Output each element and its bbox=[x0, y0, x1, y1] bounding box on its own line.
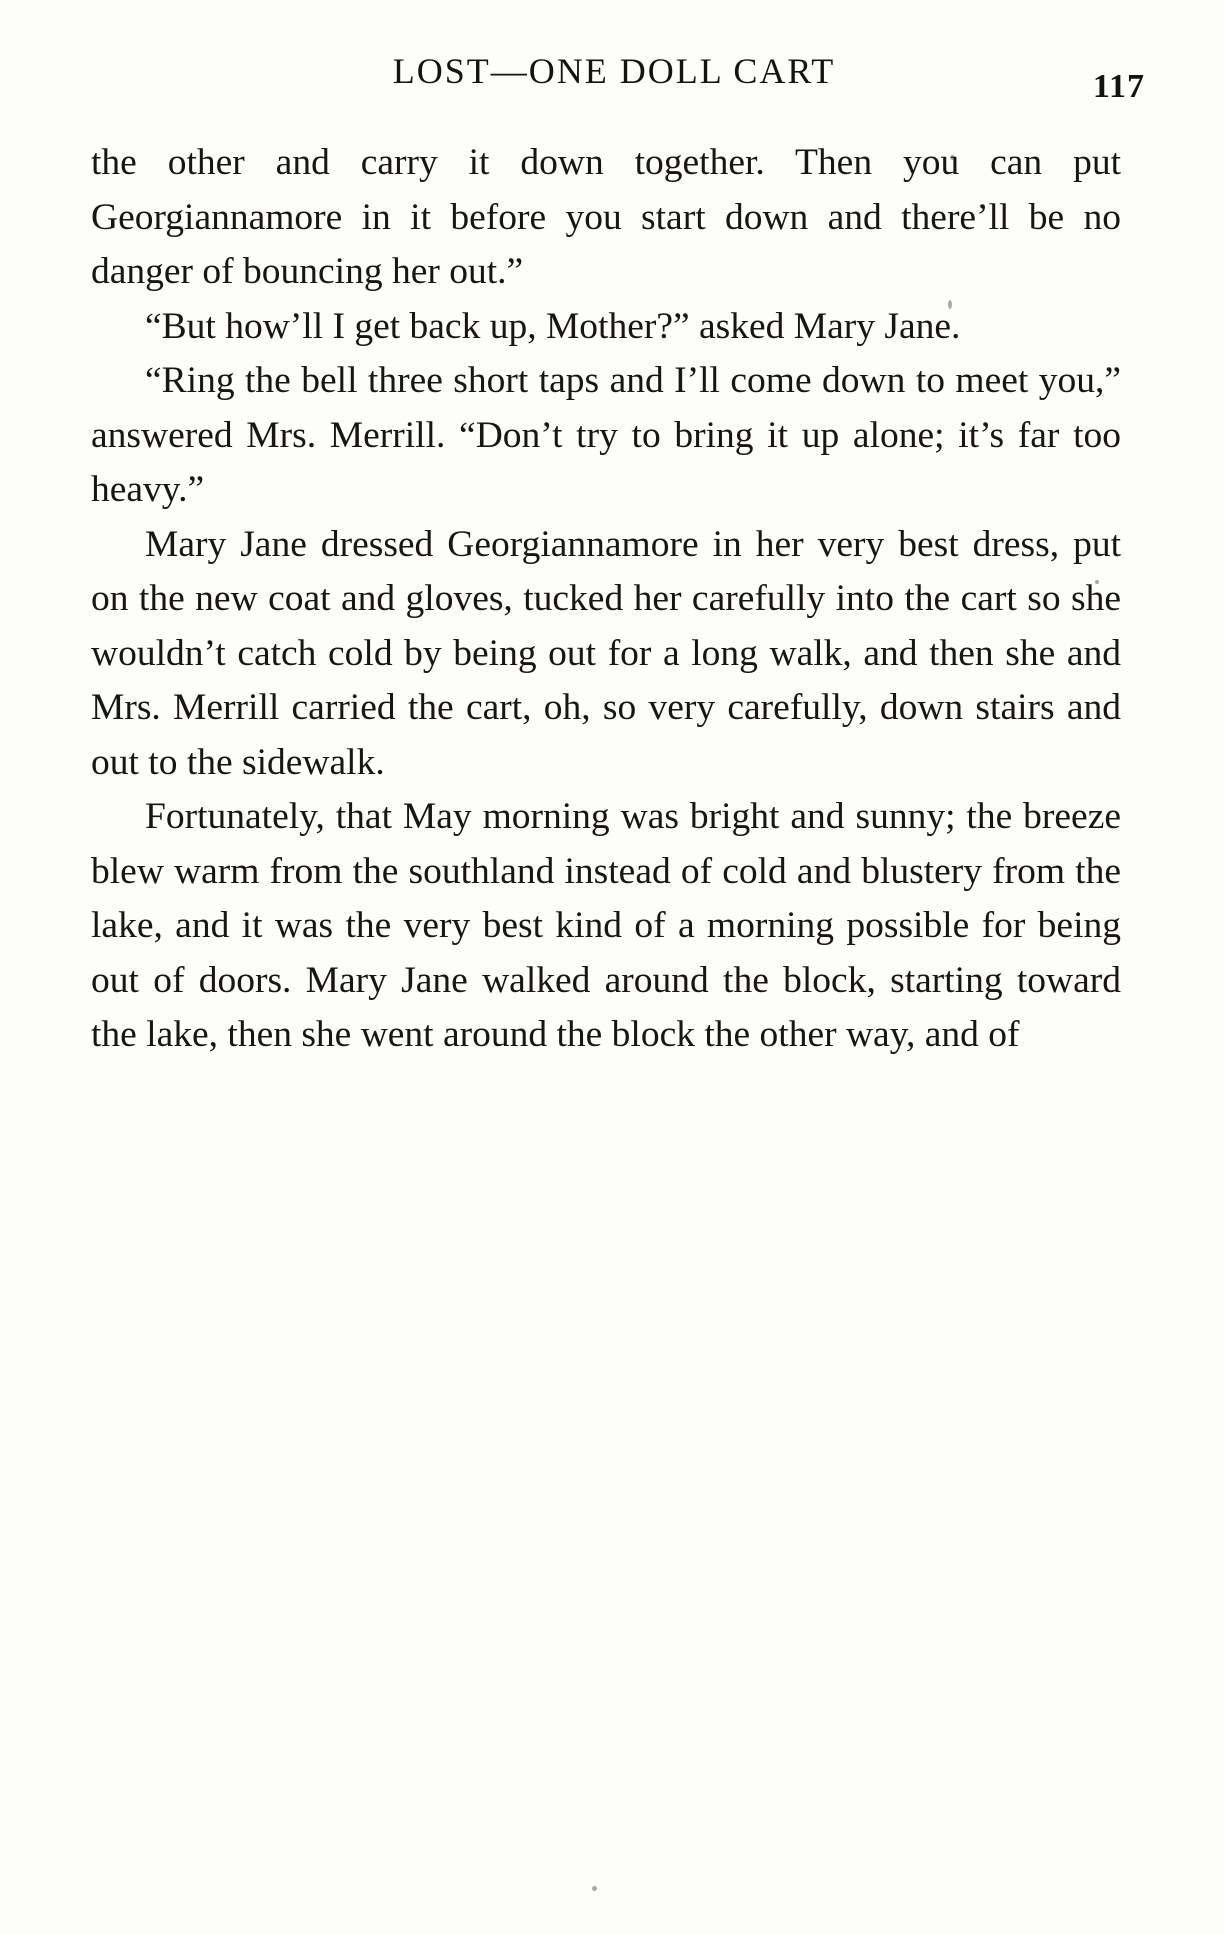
running-head-title: LOST—ONE DOLL CART bbox=[392, 51, 836, 91]
print-speck bbox=[592, 1886, 597, 1891]
paragraph: Fortunately, that May morning was bright and sunny; the breeze blew warm from the southland instead of cold and blustery from the lake, and it was the very best kind of a morning possible for being out of doors. Mary Jane walked around the block, starting toward the lake, then she went around the block the other way, and of bbox=[91, 796, 1121, 1055]
body-text bbox=[89, 136, 1121, 1063]
running-head bbox=[55, 50, 1155, 110]
paragraph: Mary Jane dressed Georgiannamore in her very best dress, put on the new coat and gloves, tucked her carefully into the cart so she wouldn’t catch cold by being out for a long walk, and then she and Mrs. Merrill carried the cart, oh, so very carefully, down stairs and out to the sidewalk. bbox=[91, 523, 1121, 783]
page-number: 117 bbox=[1092, 68, 1145, 105]
paragraph: “Ring the bell three short taps and I’ll come down to meet you,” answered Mrs. Merrill. “Don’t try to bring it up alone; it’s far too heavy.” bbox=[91, 360, 1121, 510]
paragraph: “But how’ll I get back up, Mother?” asked Mary Jane. bbox=[145, 305, 961, 347]
paragraph: the other and carry it down together. Then you can put Georgiannamore in it before you start down and there’ll be no danger of bouncing her out.” bbox=[91, 142, 1121, 292]
